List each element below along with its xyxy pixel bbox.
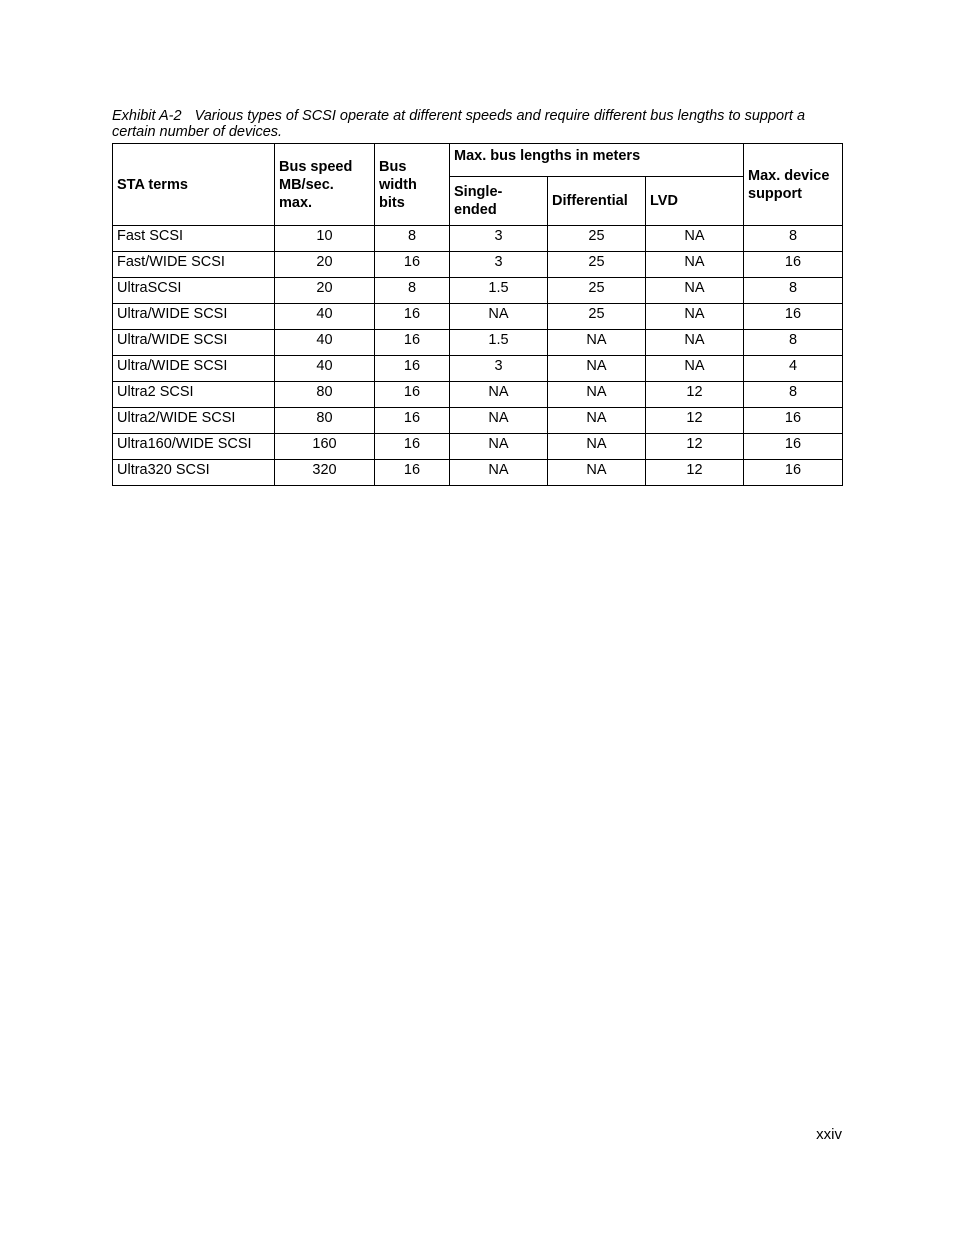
table-body <box>113 226 843 486</box>
cell-sta-term: Fast/WIDE SCSI <box>113 252 275 278</box>
cell-sta-term: UltraSCSI <box>113 278 275 304</box>
cell-sta-term: Ultra/WIDE SCSI <box>113 356 275 382</box>
cell-max-device: 16 <box>744 460 843 486</box>
table-row <box>113 226 843 252</box>
cell-differential: NA <box>548 408 646 434</box>
cell-max-device: 4 <box>744 356 843 382</box>
page-number: xxiv <box>816 1126 842 1143</box>
cell-single-ended: 1.5 <box>450 330 548 356</box>
cell-lvd: NA <box>646 252 744 278</box>
cell-lvd: 12 <box>646 382 744 408</box>
cell-differential: NA <box>548 460 646 486</box>
cell-lvd: NA <box>646 278 744 304</box>
exhibit-label: Exhibit A-2 <box>112 108 182 124</box>
cell-differential: NA <box>548 330 646 356</box>
cell-bus-width: 16 <box>375 382 450 408</box>
cell-single-ended: 3 <box>450 226 548 252</box>
cell-lvd: 12 <box>646 434 744 460</box>
cell-bus-speed: 20 <box>275 252 375 278</box>
header-sta-terms: STA terms <box>113 144 275 226</box>
table-row <box>113 252 843 278</box>
table-row <box>113 304 843 330</box>
cell-bus-width: 16 <box>375 408 450 434</box>
cell-differential: NA <box>548 356 646 382</box>
cell-lvd: 12 <box>646 408 744 434</box>
cell-sta-term: Ultra320 SCSI <box>113 460 275 486</box>
header-max-bus-lengths: Max. bus lengths in meters <box>450 144 744 177</box>
cell-bus-width: 8 <box>375 278 450 304</box>
cell-differential: NA <box>548 382 646 408</box>
cell-single-ended: 1.5 <box>450 278 548 304</box>
cell-single-ended: 3 <box>450 252 548 278</box>
cell-max-device: 8 <box>744 330 843 356</box>
header-lvd: LVD <box>646 177 744 226</box>
header-bus-speed: Bus speed MB/sec. max. <box>275 144 375 226</box>
cell-max-device: 8 <box>744 226 843 252</box>
cell-bus-speed: 40 <box>275 356 375 382</box>
cell-lvd: NA <box>646 356 744 382</box>
scsi-types-table <box>112 143 843 486</box>
cell-bus-width: 16 <box>375 460 450 486</box>
cell-single-ended: NA <box>450 382 548 408</box>
cell-lvd: NA <box>646 304 744 330</box>
exhibit-caption-text: Various types of SCSI operate at different speeds and require different bus lengths to support a certain number of devices. <box>112 108 806 140</box>
cell-single-ended: NA <box>450 434 548 460</box>
cell-lvd: NA <box>646 226 744 252</box>
cell-sta-term: Fast SCSI <box>113 226 275 252</box>
cell-sta-term: Ultra/WIDE SCSI <box>113 330 275 356</box>
cell-max-device: 8 <box>744 278 843 304</box>
header-single-ended: Single-ended <box>450 177 548 226</box>
cell-bus-speed: 160 <box>275 434 375 460</box>
table-row <box>113 460 843 486</box>
cell-max-device: 16 <box>744 434 843 460</box>
cell-differential: 25 <box>548 278 646 304</box>
table-row <box>113 382 843 408</box>
cell-sta-term: Ultra160/WIDE SCSI <box>113 434 275 460</box>
cell-bus-speed: 20 <box>275 278 375 304</box>
cell-differential: 25 <box>548 304 646 330</box>
table-row <box>113 330 843 356</box>
header-max-device-support: Max. device support <box>744 144 843 226</box>
cell-bus-width: 16 <box>375 330 450 356</box>
cell-sta-term: Ultra2/WIDE SCSI <box>113 408 275 434</box>
table-row <box>113 278 843 304</box>
cell-single-ended: NA <box>450 304 548 330</box>
cell-max-device: 16 <box>744 408 843 434</box>
table-row <box>113 356 843 382</box>
cell-bus-speed: 80 <box>275 382 375 408</box>
cell-single-ended: NA <box>450 460 548 486</box>
cell-max-device: 16 <box>744 252 843 278</box>
header-bus-width: Bus width bits <box>375 144 450 226</box>
cell-max-device: 16 <box>744 304 843 330</box>
table-row <box>113 408 843 434</box>
cell-single-ended: NA <box>450 408 548 434</box>
cell-bus-speed: 80 <box>275 408 375 434</box>
cell-differential: 25 <box>548 226 646 252</box>
cell-lvd: 12 <box>646 460 744 486</box>
cell-bus-width: 16 <box>375 356 450 382</box>
cell-differential: NA <box>548 434 646 460</box>
cell-differential: 25 <box>548 252 646 278</box>
cell-lvd: NA <box>646 330 744 356</box>
cell-sta-term: Ultra/WIDE SCSI <box>113 304 275 330</box>
cell-bus-speed: 320 <box>275 460 375 486</box>
header-differential: Differential <box>548 177 646 226</box>
table-row <box>113 434 843 460</box>
cell-bus-width: 8 <box>375 226 450 252</box>
cell-bus-width: 16 <box>375 252 450 278</box>
cell-bus-width: 16 <box>375 304 450 330</box>
cell-bus-width: 16 <box>375 434 450 460</box>
cell-bus-speed: 40 <box>275 304 375 330</box>
cell-bus-speed: 40 <box>275 330 375 356</box>
cell-bus-speed: 10 <box>275 226 375 252</box>
cell-max-device: 8 <box>744 382 843 408</box>
exhibit-caption <box>112 108 847 140</box>
cell-sta-term: Ultra2 SCSI <box>113 382 275 408</box>
cell-single-ended: 3 <box>450 356 548 382</box>
